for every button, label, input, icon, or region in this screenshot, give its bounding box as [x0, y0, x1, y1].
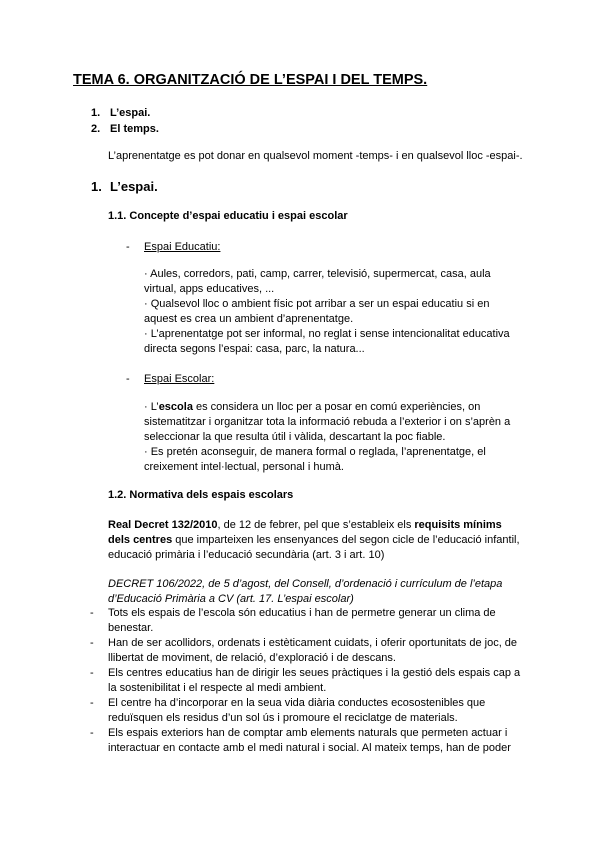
text-run: , de 12 de febrer, pel que s’estableix els: [217, 519, 415, 531]
bold-real-decret: Real Decret 132/2010: [108, 519, 218, 531]
real-decret-line-3: educació primària i l’educació secundària (art. 3 i art. 10): [108, 549, 385, 561]
bullet-dash: -: [90, 607, 94, 619]
espai-educatiu-label: Espai Educatiu:: [144, 241, 221, 253]
normativa-bullet-1-line-2: benestar.: [108, 622, 154, 634]
section-1-number: 1.: [91, 179, 102, 194]
bullet-dash: -: [126, 373, 130, 385]
real-decret-line-2: [108, 533, 520, 549]
normativa-bullet-5-line-2: interactuar en contacte amb el medi natural i social. Al mateix temps, han de poder: [108, 742, 511, 754]
espai-escolar-line-1: [144, 400, 480, 416]
espai-educatiu-line-3: · Qualsevol lloc o ambient físic pot arribar a ser un espai educatiu si en: [144, 298, 490, 310]
bold-dels-centres: dels centres: [108, 534, 173, 546]
intro-paragraph: L’aprenentatge es pot donar en qualsevol moment -temps- i en qualsevol lloc -espai-.: [108, 150, 523, 162]
bullet-dash: -: [90, 727, 94, 739]
normativa-bullet-1-line-1: Tots els espais de l’escola són educatius i han de permetre generar un clima de: [108, 607, 496, 619]
subsection-1-2-heading: 1.2. Normativa dels espais escolars: [108, 489, 294, 501]
bullet-dash: -: [126, 241, 130, 253]
espai-escolar-line-4: · Es pretén aconseguir, de manera formal o reglada, l’aprenentatge, el: [144, 446, 486, 458]
toc-item-2-label: El temps.: [110, 123, 159, 135]
toc-item-1-number: 1.: [91, 107, 101, 119]
normativa-bullet-4-line-1: El centre ha d’incorporar en la seua vida diària conductes ecosostenibles que: [108, 697, 486, 709]
normativa-bullet-3-line-2: la sostenibilitat i el respecte al medi ambient.: [108, 682, 327, 694]
bold-requisits-minims: requisits mínims: [414, 519, 502, 531]
bullet-dash: -: [90, 697, 94, 709]
normativa-bullet-2-line-2: llibertat de moviment, de relació, d’exploració i de descans.: [108, 652, 396, 664]
normativa-bullet-3-line-1: Els centres educatius han de dirigir les seues pràctiques i la gestió dels espais cap a: [108, 667, 521, 679]
espai-educatiu-line-2: virtual, apps educatives, ...: [144, 283, 275, 295]
real-decret-line-1: [108, 518, 502, 534]
espai-educatiu-line-5: · L’aprenentatge pot ser informal, no reglat i sense intencionalitat educativa: [144, 328, 510, 340]
section-1-heading: L’espai.: [110, 179, 158, 194]
text-run: · L’: [144, 401, 159, 413]
normativa-bullet-2-line-1: Han de ser acollidors, ordenats i estèticament cuidats, i oferir oportunitats de joc, de: [108, 637, 518, 649]
espai-escolar-label: Espai Escolar:: [144, 373, 215, 385]
toc-item-1-label: L’espai.: [110, 107, 151, 119]
espai-escolar-line-5: creixement intel·lectual, personal i humà.: [144, 461, 344, 473]
bullet-dash: -: [90, 667, 94, 679]
bold-term-escola: escola: [158, 401, 193, 413]
normativa-bullet-5-line-1: Els espais exteriors han de comptar amb elements naturals que permeten actuar i: [108, 727, 508, 739]
text-run: es considera un lloc per a posar en comú experiències, on: [192, 401, 481, 413]
espai-escolar-line-2: sistematitzar i organitzar tota la informació rebuda a l’exterior i on s’aprèn a: [144, 416, 511, 428]
decret-line-1: DECRET 106/2022, de 5 d’agost, del Consell, d’ordenació i currículum de l’etapa: [108, 578, 503, 590]
text-run: que imparteixen les ensenyances del segon cicle de l’educació infantil,: [172, 534, 520, 546]
espai-escolar-line-3: seleccionar la que resulta útil i vàlida, descartant la poc fiable.: [144, 431, 446, 443]
espai-educatiu-line-1: · Aules, corredors, pati, camp, carrer, televisió, supermercat, casa, aula: [144, 268, 491, 280]
page-title: TEMA 6. ORGANITZACIÓ DE L’ESPAI I DEL TEMPS.: [73, 72, 428, 88]
toc-item-2-number: 2.: [91, 123, 101, 135]
subsection-1-1-heading: 1.1. Concepte d’espai educatiu i espai escolar: [108, 210, 348, 222]
decret-line-2: d’Educació Primària a CV (art. 17. L’espai escolar): [108, 593, 354, 605]
espai-educatiu-line-6: directa segons l’espai: casa, parc, la natura...: [144, 343, 365, 355]
espai-educatiu-line-4: aquest es crea un ambient d’aprenentatge.: [144, 313, 354, 325]
normativa-bullet-4-line-2: reduïsquen els residus d’un sol ús i promoure el reciclatge de materials.: [108, 712, 458, 724]
bullet-dash: -: [90, 637, 94, 649]
